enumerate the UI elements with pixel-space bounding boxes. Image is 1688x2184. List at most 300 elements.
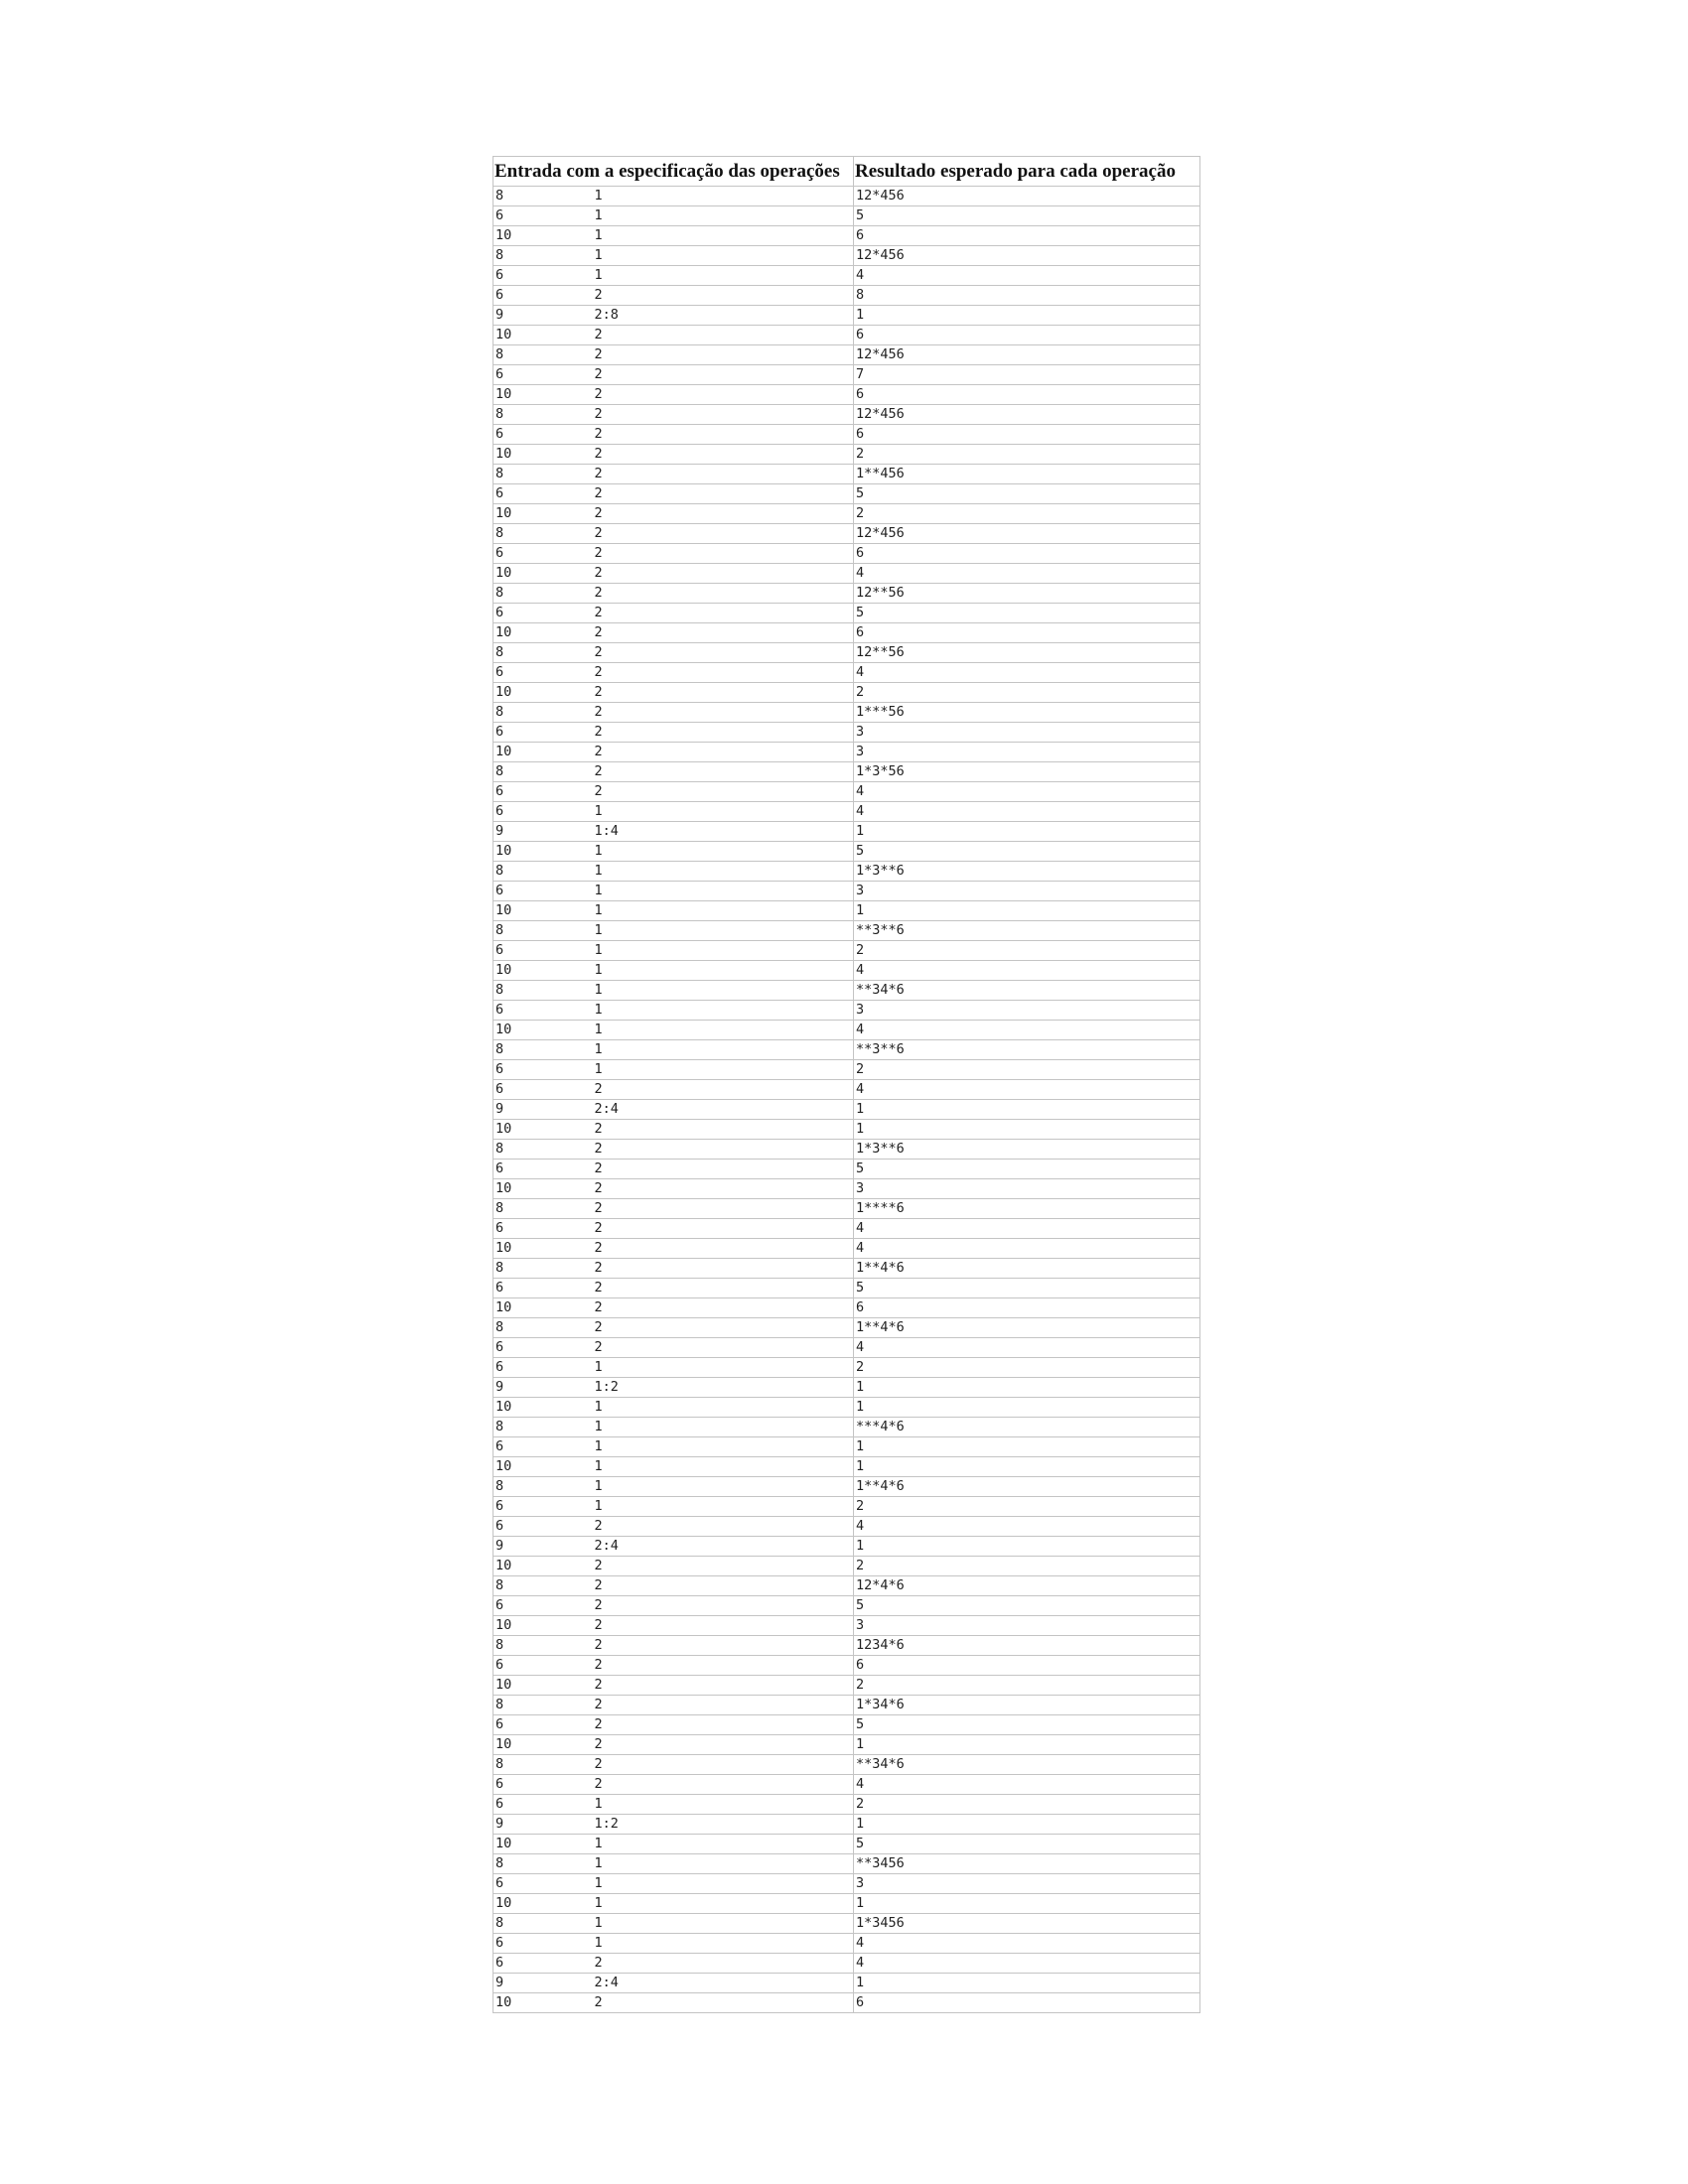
cell-size: 9 (493, 306, 593, 326)
cell-expected-result: 1**4*6 (854, 1259, 1200, 1279)
table-row (493, 1596, 1200, 1616)
cell-operation: 2 (593, 1160, 854, 1179)
table-row (493, 743, 1200, 762)
cell-size: 6 (493, 1279, 593, 1298)
cell-expected-result: 1 (854, 1100, 1200, 1120)
cell-size: 10 (493, 961, 593, 981)
table-row (493, 226, 1200, 246)
cell-operation: 2 (593, 683, 854, 703)
cell-expected-result: 4 (854, 782, 1200, 802)
cell-size: 6 (493, 882, 593, 901)
cell-expected-result: 6 (854, 425, 1200, 445)
cell-expected-result: 4 (854, 663, 1200, 683)
operations-table (492, 156, 1200, 2013)
table-row (493, 445, 1200, 465)
cell-size: 9 (493, 1378, 593, 1398)
cell-size: 6 (493, 802, 593, 822)
cell-size: 6 (493, 1775, 593, 1795)
cell-operation: 2 (593, 782, 854, 802)
cell-expected-result: 2 (854, 941, 1200, 961)
cell-operation: 2 (593, 1676, 854, 1696)
cell-size: 8 (493, 1696, 593, 1715)
table-row (493, 1775, 1200, 1795)
cell-size: 8 (493, 862, 593, 882)
cell-size: 10 (493, 564, 593, 584)
cell-expected-result: 5 (854, 1835, 1200, 1854)
cell-operation: 1:2 (593, 1815, 854, 1835)
table-row (493, 882, 1200, 901)
cell-expected-result: 4 (854, 1934, 1200, 1954)
cell-operation: 1 (593, 206, 854, 226)
cell-size: 8 (493, 1636, 593, 1656)
cell-size: 6 (493, 365, 593, 385)
cell-expected-result: 7 (854, 365, 1200, 385)
cell-operation: 2 (593, 1239, 854, 1259)
cell-operation: 2 (593, 1636, 854, 1656)
table-row (493, 723, 1200, 743)
cell-expected-result: 12*456 (854, 246, 1200, 266)
cell-expected-result: 1***56 (854, 703, 1200, 723)
cell-expected-result: 1 (854, 1894, 1200, 1914)
cell-size: 6 (493, 1934, 593, 1954)
table-row (493, 1120, 1200, 1140)
cell-operation: 1 (593, 1060, 854, 1080)
cell-size: 6 (493, 604, 593, 623)
cell-expected-result: 5 (854, 842, 1200, 862)
cell-operation: 2 (593, 1338, 854, 1358)
cell-size: 8 (493, 981, 593, 1001)
table-row (493, 286, 1200, 306)
table-row (493, 1239, 1200, 1259)
cell-operation: 2 (593, 286, 854, 306)
cell-operation: 2 (593, 544, 854, 564)
cell-size: 8 (493, 1318, 593, 1338)
cell-size: 8 (493, 1140, 593, 1160)
cell-size: 8 (493, 524, 593, 544)
cell-size: 6 (493, 206, 593, 226)
cell-size: 6 (493, 1656, 593, 1676)
cell-expected-result: 2 (854, 1795, 1200, 1815)
table-row (493, 901, 1200, 921)
cell-expected-result: 1 (854, 1815, 1200, 1835)
table-row (493, 465, 1200, 484)
cell-expected-result: 1*3*56 (854, 762, 1200, 782)
cell-operation: 2 (593, 1696, 854, 1715)
cell-expected-result: 1*3**6 (854, 1140, 1200, 1160)
cell-expected-result: 4 (854, 564, 1200, 584)
cell-size: 8 (493, 187, 593, 206)
cell-operation: 1 (593, 901, 854, 921)
table-row (493, 544, 1200, 564)
cell-operation: 1 (593, 1874, 854, 1894)
cell-expected-result: 1 (854, 1120, 1200, 1140)
cell-expected-result: 1 (854, 1735, 1200, 1755)
cell-size: 10 (493, 445, 593, 465)
cell-size: 8 (493, 1199, 593, 1219)
cell-expected-result: 6 (854, 385, 1200, 405)
cell-operation: 2 (593, 1755, 854, 1775)
cell-expected-result: 12**56 (854, 643, 1200, 663)
cell-size: 6 (493, 266, 593, 286)
table-row (493, 1001, 1200, 1021)
cell-expected-result: 6 (854, 226, 1200, 246)
cell-expected-result: 1**4*6 (854, 1318, 1200, 1338)
cell-expected-result: 12*4*6 (854, 1576, 1200, 1596)
cell-size: 6 (493, 1715, 593, 1735)
cell-size: 10 (493, 226, 593, 246)
table-row (493, 1934, 1200, 1954)
table-row (493, 1358, 1200, 1378)
cell-operation: 1 (593, 862, 854, 882)
cell-expected-result: 3 (854, 723, 1200, 743)
table-row (493, 1279, 1200, 1298)
cell-operation: 2 (593, 1576, 854, 1596)
cell-size: 10 (493, 1120, 593, 1140)
cell-expected-result: 4 (854, 1338, 1200, 1358)
cell-expected-result: 12*456 (854, 187, 1200, 206)
cell-operation: 2 (593, 663, 854, 683)
cell-size: 10 (493, 1298, 593, 1318)
cell-size: 10 (493, 1398, 593, 1418)
cell-expected-result: 4 (854, 961, 1200, 981)
cell-size: 8 (493, 1755, 593, 1775)
cell-operation: 1 (593, 921, 854, 941)
cell-size: 8 (493, 246, 593, 266)
table-row (493, 1199, 1200, 1219)
cell-operation: 2 (593, 445, 854, 465)
cell-size: 9 (493, 822, 593, 842)
table-row (493, 842, 1200, 862)
table-row (493, 1100, 1200, 1120)
table-row (493, 1557, 1200, 1576)
cell-expected-result: 6 (854, 544, 1200, 564)
table-row (493, 246, 1200, 266)
cell-operation: 2 (593, 643, 854, 663)
table-row (493, 623, 1200, 643)
cell-operation: 2:4 (593, 1537, 854, 1557)
cell-expected-result: 1 (854, 822, 1200, 842)
cell-operation: 2 (593, 762, 854, 782)
cell-expected-result: 1 (854, 1398, 1200, 1418)
cell-operation: 2 (593, 564, 854, 584)
table-row (493, 1993, 1200, 2013)
cell-size: 10 (493, 326, 593, 345)
cell-size: 6 (493, 1358, 593, 1378)
cell-size: 10 (493, 1735, 593, 1755)
table-row (493, 981, 1200, 1001)
cell-size: 6 (493, 1497, 593, 1517)
table-row (493, 921, 1200, 941)
cell-expected-result: 2 (854, 1676, 1200, 1696)
cell-size: 10 (493, 504, 593, 524)
cell-size: 10 (493, 1993, 593, 2013)
table-row (493, 1636, 1200, 1656)
cell-operation: 2 (593, 365, 854, 385)
cell-expected-result: 1 (854, 1378, 1200, 1398)
cell-operation: 2 (593, 326, 854, 345)
cell-expected-result: **3**6 (854, 1040, 1200, 1060)
cell-size: 9 (493, 1974, 593, 1993)
cell-size: 6 (493, 425, 593, 445)
cell-size: 10 (493, 901, 593, 921)
cell-size: 6 (493, 1596, 593, 1616)
cell-size: 8 (493, 921, 593, 941)
cell-expected-result: 5 (854, 206, 1200, 226)
cell-expected-result: 5 (854, 484, 1200, 504)
table-row (493, 1656, 1200, 1676)
table-row (493, 1437, 1200, 1457)
cell-size: 6 (493, 1160, 593, 1179)
cell-operation: 2 (593, 723, 854, 743)
table-row (493, 524, 1200, 544)
cell-operation: 1 (593, 187, 854, 206)
cell-size: 8 (493, 643, 593, 663)
cell-expected-result: 1**456 (854, 465, 1200, 484)
cell-operation: 2:8 (593, 306, 854, 326)
cell-expected-result: 1*3**6 (854, 862, 1200, 882)
cell-size: 6 (493, 1060, 593, 1080)
cell-size: 10 (493, 842, 593, 862)
cell-operation: 2 (593, 743, 854, 762)
cell-operation: 2 (593, 1735, 854, 1755)
cell-size: 8 (493, 1576, 593, 1596)
table-row (493, 802, 1200, 822)
cell-operation: 1 (593, 1358, 854, 1378)
cell-expected-result: 1 (854, 1437, 1200, 1457)
cell-operation: 2 (593, 1279, 854, 1298)
table-row (493, 1616, 1200, 1636)
cell-operation: 2 (593, 584, 854, 604)
cell-operation: 1 (593, 246, 854, 266)
cell-expected-result: 5 (854, 1596, 1200, 1616)
cell-size: 6 (493, 1437, 593, 1457)
cell-expected-result: 2 (854, 1060, 1200, 1080)
cell-expected-result: 4 (854, 1954, 1200, 1974)
cell-size: 10 (493, 623, 593, 643)
cell-operation: 2 (593, 1557, 854, 1576)
cell-operation: 1 (593, 1001, 854, 1021)
cell-expected-result: 1 (854, 1974, 1200, 1993)
table-row (493, 206, 1200, 226)
table-row (493, 1160, 1200, 1179)
table-row (493, 1696, 1200, 1715)
cell-operation: 2 (593, 1120, 854, 1140)
cell-expected-result: 6 (854, 1993, 1200, 2013)
cell-size: 6 (493, 1517, 593, 1537)
table-row (493, 1854, 1200, 1874)
cell-operation: 2 (593, 1616, 854, 1636)
cell-size: 10 (493, 1239, 593, 1259)
table-row (493, 1378, 1200, 1398)
cell-expected-result: 2 (854, 683, 1200, 703)
cell-operation: 1 (593, 1040, 854, 1060)
cell-size: 10 (493, 1894, 593, 1914)
cell-expected-result: 3 (854, 743, 1200, 762)
cell-operation: 1 (593, 1934, 854, 1954)
table-row (493, 484, 1200, 504)
cell-size: 8 (493, 1914, 593, 1934)
header-expected-result: Resultado esperado para cada operação (854, 157, 1200, 187)
cell-operation: 2 (593, 703, 854, 723)
table-row (493, 425, 1200, 445)
cell-expected-result: 2 (854, 1557, 1200, 1576)
table-row (493, 941, 1200, 961)
cell-expected-result: 1 (854, 1537, 1200, 1557)
cell-expected-result: 1 (854, 1457, 1200, 1477)
cell-operation: 2 (593, 1775, 854, 1795)
cell-expected-result: 3 (854, 882, 1200, 901)
cell-operation: 1:4 (593, 822, 854, 842)
cell-size: 10 (493, 1179, 593, 1199)
table-row (493, 1835, 1200, 1854)
cell-expected-result: 3 (854, 1874, 1200, 1894)
cell-size: 8 (493, 1418, 593, 1437)
table-row (493, 703, 1200, 723)
cell-operation: 2 (593, 1259, 854, 1279)
cell-size: 6 (493, 782, 593, 802)
cell-size: 8 (493, 345, 593, 365)
cell-operation: 2 (593, 504, 854, 524)
table-row (493, 504, 1200, 524)
table-row (493, 306, 1200, 326)
cell-expected-result: 8 (854, 286, 1200, 306)
cell-size: 10 (493, 1835, 593, 1854)
cell-size: 8 (493, 1854, 593, 1874)
cell-operation: 1 (593, 1437, 854, 1457)
cell-expected-result: 1**4*6 (854, 1477, 1200, 1497)
cell-expected-result: 12*456 (854, 345, 1200, 365)
cell-expected-result: 4 (854, 802, 1200, 822)
cell-operation: 2:4 (593, 1974, 854, 1993)
cell-expected-result: 4 (854, 1219, 1200, 1239)
cell-size: 9 (493, 1815, 593, 1835)
table-row (493, 1735, 1200, 1755)
table-row (493, 345, 1200, 365)
cell-operation: 2 (593, 1298, 854, 1318)
cell-expected-result: 3 (854, 1616, 1200, 1636)
table-row (493, 1676, 1200, 1696)
cell-operation: 2 (593, 623, 854, 643)
table-row (493, 1477, 1200, 1497)
cell-operation: 2 (593, 1954, 854, 1974)
cell-expected-result: **34*6 (854, 1755, 1200, 1775)
cell-operation: 2 (593, 1179, 854, 1199)
table-row (493, 1715, 1200, 1735)
cell-size: 10 (493, 1557, 593, 1576)
cell-size: 8 (493, 405, 593, 425)
cell-expected-result: 2 (854, 1497, 1200, 1517)
cell-size: 6 (493, 544, 593, 564)
cell-operation: 2 (593, 1656, 854, 1676)
table-row (493, 1537, 1200, 1557)
cell-expected-result: 1*34*6 (854, 1696, 1200, 1715)
cell-size: 6 (493, 286, 593, 306)
cell-expected-result: **3456 (854, 1854, 1200, 1874)
cell-size: 8 (493, 465, 593, 484)
cell-expected-result: 12*456 (854, 524, 1200, 544)
table-row (493, 961, 1200, 981)
table-row (493, 1894, 1200, 1914)
table-row (493, 1060, 1200, 1080)
cell-size: 6 (493, 1338, 593, 1358)
cell-operation: 1 (593, 1418, 854, 1437)
cell-operation: 1 (593, 842, 854, 862)
cell-expected-result: 6 (854, 326, 1200, 345)
table-row (493, 1755, 1200, 1775)
cell-operation: 1 (593, 981, 854, 1001)
cell-operation: 1 (593, 1795, 854, 1815)
table-row (493, 1080, 1200, 1100)
table-row (493, 1219, 1200, 1239)
table-row (493, 604, 1200, 623)
cell-expected-result: 3 (854, 1001, 1200, 1021)
cell-operation: 1 (593, 1398, 854, 1418)
cell-expected-result: 3 (854, 1179, 1200, 1199)
table-row (493, 326, 1200, 345)
table-row (493, 1259, 1200, 1279)
table-row (493, 1418, 1200, 1437)
cell-expected-result: 4 (854, 266, 1200, 286)
cell-operation: 2 (593, 1517, 854, 1537)
table-row (493, 1140, 1200, 1160)
cell-operation: 2 (593, 1199, 854, 1219)
cell-size: 6 (493, 1795, 593, 1815)
cell-operation: 1 (593, 1894, 854, 1914)
cell-operation: 1 (593, 1914, 854, 1934)
table-row (493, 365, 1200, 385)
cell-operation: 1 (593, 1457, 854, 1477)
table-row (493, 564, 1200, 584)
cell-expected-result: 2 (854, 504, 1200, 524)
cell-size: 10 (493, 743, 593, 762)
table-row (493, 187, 1200, 206)
cell-operation: 2 (593, 385, 854, 405)
cell-size: 6 (493, 1874, 593, 1894)
table-row (493, 1338, 1200, 1358)
cell-operation: 2 (593, 1080, 854, 1100)
cell-expected-result: 5 (854, 1160, 1200, 1179)
cell-operation: 1 (593, 1854, 854, 1874)
cell-operation: 1 (593, 1497, 854, 1517)
cell-operation: 2 (593, 425, 854, 445)
cell-expected-result: **34*6 (854, 981, 1200, 1001)
table-row (493, 762, 1200, 782)
cell-expected-result: 6 (854, 1298, 1200, 1318)
cell-size: 8 (493, 762, 593, 782)
cell-size: 6 (493, 1219, 593, 1239)
cell-expected-result: 5 (854, 604, 1200, 623)
table-row (493, 822, 1200, 842)
cell-expected-result: 4 (854, 1775, 1200, 1795)
table-row (493, 1457, 1200, 1477)
table-row (493, 643, 1200, 663)
cell-size: 6 (493, 723, 593, 743)
cell-size: 6 (493, 663, 593, 683)
cell-expected-result: 1*3456 (854, 1914, 1200, 1934)
cell-expected-result: **3**6 (854, 921, 1200, 941)
cell-size: 6 (493, 1080, 593, 1100)
table-row (493, 1517, 1200, 1537)
table-row (493, 782, 1200, 802)
cell-expected-result: 1****6 (854, 1199, 1200, 1219)
cell-expected-result: 1234*6 (854, 1636, 1200, 1656)
table-row (493, 266, 1200, 286)
cell-expected-result: 12*456 (854, 405, 1200, 425)
cell-operation: 1 (593, 266, 854, 286)
cell-operation: 1 (593, 1835, 854, 1854)
cell-size: 6 (493, 941, 593, 961)
cell-size: 6 (493, 484, 593, 504)
